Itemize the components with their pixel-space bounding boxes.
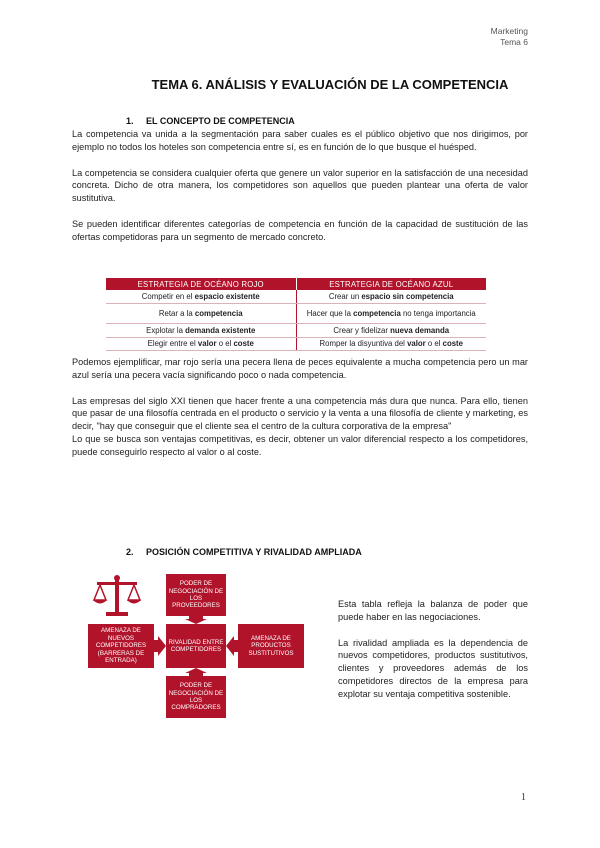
table-cell: Crear un espacio sin competencia xyxy=(296,290,486,303)
arrow-right-icon xyxy=(154,636,166,656)
table-cell: Romper la disyuntiva del valor o el coste xyxy=(296,337,486,350)
ocean-strategy-table xyxy=(106,278,486,351)
paragraph: Esta tabla refleja la balanza de poder que puede haber en las negociaciones. xyxy=(338,599,528,622)
paragraph: Lo que se busca son ventajas competitivas, es decir, obtener un valor diferencial respecto a los competidores, puede conseguirlo respecto al valor o al coste. xyxy=(72,433,528,457)
table-row xyxy=(106,290,486,303)
section-2-side-text xyxy=(338,598,528,701)
table-cell: Explotar la demanda existente xyxy=(106,323,296,337)
section-2-title: POSICIÓN COMPETITIVA Y RIVALIDAD AMPLIADA xyxy=(146,547,362,557)
header-subject: Marketing xyxy=(490,26,528,36)
section-2-number: 2. xyxy=(126,547,134,557)
table-cell: Crear y fidelizar nueva demanda xyxy=(296,323,486,337)
section-1-body xyxy=(72,128,528,244)
table-cell: Hacer que la competencia no tenga importancia xyxy=(296,303,486,323)
substitutes-box: AMENAZA DE PRODUCTOS SUSTITUTIVOS xyxy=(238,624,304,668)
page-number: 1 xyxy=(521,792,526,803)
paragraph: La competencia se considera cualquier oferta que genere un valor superior en la satisfacción de una necesidad concreta. Dicho de otra manera, los competidores son aquellos que pueden plantear una oferta de valor sustitutiva. xyxy=(72,167,528,204)
section-1-number: 1. xyxy=(126,116,134,126)
section-1-title: EL CONCEPTO DE COMPETENCIA xyxy=(146,116,295,126)
paragraph: Se pueden identificar diferentes categorías de competencia en función de la capacidad de sustitución de las ofertas competidoras para un segmento de mercado concreto. xyxy=(72,218,528,242)
column-header-blue-ocean: ESTRATEGIA DE OCÉANO AZUL xyxy=(296,278,486,290)
table-cell: Elegir entre el valor o el coste xyxy=(106,337,296,350)
paragraph: Las empresas del siglo XXI tienen que hacer frente a una competencia más dura que nunca. Para ello, tienen que pasar de una filosofía centrada en el producto o servicio y la venta a una filosofía de cliente y marketing, es decir, "hay que conseguir que el cliente sea el centro de la cultura corporativa de la empresa" xyxy=(72,395,528,432)
table-row xyxy=(106,323,486,337)
suppliers-power-box: PODER DE NEGOCIACIÓN DE LOS PROVEEDORES xyxy=(166,574,226,616)
arrow-up-icon xyxy=(185,668,207,676)
table-cell: Retar a la competencia xyxy=(106,303,296,323)
paragraph: Podemos ejemplificar, mar rojo sería una pecera llena de peces equivalente a mucha competencia pero un mar azul sería una pecera vacía significando poco o nada competencia. xyxy=(72,357,528,380)
page-title: TEMA 6. ANÁLISIS Y EVALUACIÓN DE LA COMPETENCIA xyxy=(151,77,509,92)
paragraph: La rivalidad ampliada es la dependencia de nuevos competidores, productos sustitutivos, clientes y proveedores además de los competidores directos de la empresa para explotar su ventaja competitiva sostenible. xyxy=(338,637,528,699)
table-cell: Competir en el espacio existente xyxy=(106,290,296,303)
header xyxy=(491,26,528,48)
section-2-heading xyxy=(126,547,362,557)
section-1-heading xyxy=(126,116,295,126)
section-1-body-continued xyxy=(72,356,528,459)
rivalry-box: RIVALIDAD ENTRE COMPETIDORES xyxy=(166,624,226,668)
column-header-red-ocean: ESTRATEGIA DE OCÉANO ROJO xyxy=(106,278,296,290)
arrow-left-icon xyxy=(226,636,238,656)
buyers-power-box: PODER DE NEGOCIACIÓN DE LOS COMPRADORES xyxy=(166,676,226,718)
header-topic: Tema 6 xyxy=(500,37,528,47)
arrow-down-icon xyxy=(185,616,207,624)
porter-forces-diagram xyxy=(86,572,306,720)
table-row xyxy=(106,303,486,323)
new-entrants-box: AMENAZA DE NUEVOS COMPETIDORES (BARRERAS DE ENTRADA) xyxy=(88,624,154,668)
force-arrows xyxy=(86,572,306,720)
table-row xyxy=(106,337,486,350)
paragraph: La competencia va unida a la segmentación para saber cuales es el público objetivo que nos dirigimos, por ejemplo no todos los hoteles son competencia entre sí, es en función de lo que busque el huésped. xyxy=(72,129,528,152)
